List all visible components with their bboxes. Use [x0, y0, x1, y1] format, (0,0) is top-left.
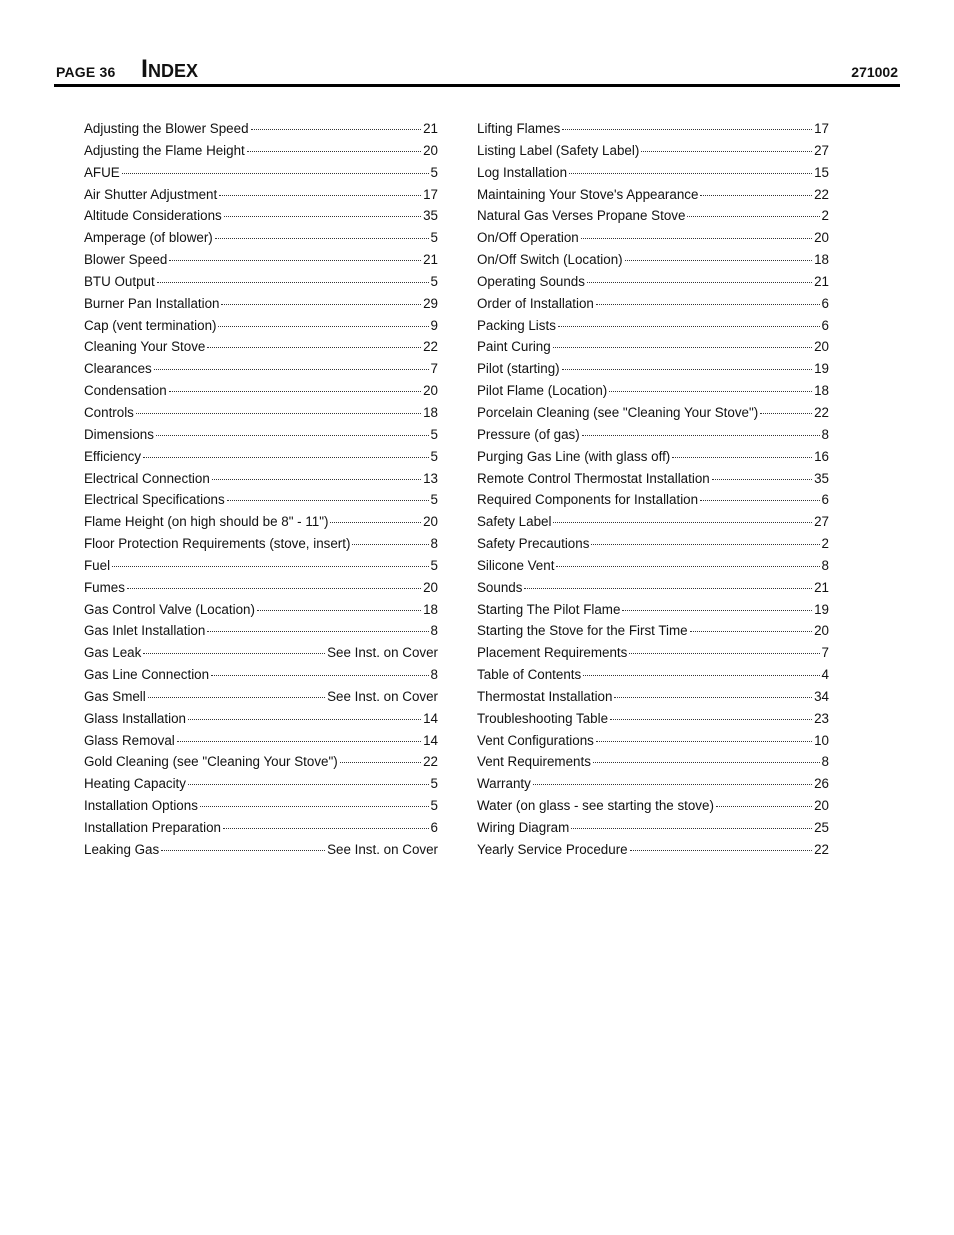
- index-entry: [84, 839, 438, 861]
- dot-leader: [215, 238, 429, 239]
- index-page-ref: See Inst. on Cover: [327, 688, 438, 704]
- dot-leader: [524, 588, 812, 589]
- dot-leader: [581, 238, 812, 239]
- dot-leader: [188, 719, 421, 720]
- index-page-ref: 6: [821, 317, 829, 333]
- index-entry: [84, 620, 438, 642]
- index-page-ref: 17: [423, 186, 438, 202]
- index-page-ref: 20: [814, 798, 829, 814]
- dot-leader: [571, 828, 812, 829]
- dot-leader: [687, 216, 819, 217]
- index-term: Fuel: [84, 557, 111, 573]
- page-title: Index: [141, 55, 198, 83]
- index-page-ref: 9: [430, 317, 438, 333]
- dot-leader: [219, 195, 421, 196]
- index-entry: [477, 402, 829, 424]
- index-page-ref: 5: [430, 426, 438, 442]
- dot-leader: [218, 326, 428, 327]
- index-term: Wiring Diagram: [477, 820, 570, 835]
- index-entry: [84, 751, 438, 773]
- index-entry: [477, 730, 829, 752]
- index-term: Required Components for Installation: [477, 492, 699, 508]
- index-entry: [477, 118, 829, 140]
- dot-leader: [227, 500, 429, 501]
- dot-leader: [591, 544, 819, 545]
- index-term: Leaking Gas: [84, 841, 160, 857]
- index-page-ref: 23: [814, 710, 829, 726]
- dot-leader: [177, 741, 421, 742]
- index-term: Operating Sounds: [477, 273, 585, 289]
- index-entry: [477, 751, 829, 773]
- index-page-ref: 5: [430, 557, 438, 573]
- index-entry: [477, 315, 829, 337]
- index-term: Natural Gas Verses Propane Stove: [477, 208, 686, 224]
- index-page-ref: 16: [814, 448, 829, 464]
- index-entry: [477, 140, 829, 162]
- index-term: Remote Control Thermostat Installation: [477, 470, 710, 486]
- index-entry: [84, 730, 438, 752]
- index-term: Gas Line Connection: [84, 667, 210, 683]
- index-page-ref: 5: [430, 798, 438, 814]
- index-term: Burner Pan Installation: [84, 295, 220, 311]
- index-page-ref: 25: [814, 820, 829, 835]
- index-entry: [84, 577, 438, 599]
- index-entry: [477, 664, 829, 686]
- index-term: Safety Label: [477, 514, 552, 530]
- index-entry: [477, 620, 829, 642]
- index-term: Altitude Considerations: [84, 208, 222, 224]
- dot-leader: [553, 522, 812, 523]
- index-term: On/Off Switch (Location): [477, 252, 623, 268]
- dot-leader: [247, 151, 421, 152]
- index-page-ref: 21: [814, 273, 829, 289]
- index-term: Gold Cleaning (see "Cleaning Your Stove"): [84, 754, 338, 770]
- index-page-ref: 8: [821, 426, 829, 442]
- index-entry: [84, 358, 438, 380]
- dot-leader: [596, 741, 812, 742]
- dot-leader: [169, 260, 421, 261]
- index-entry: [477, 424, 829, 446]
- index-page-ref: 18: [814, 252, 829, 268]
- index-page-ref: 20: [423, 579, 438, 595]
- dot-leader: [533, 784, 812, 785]
- page-header: [54, 52, 900, 87]
- index-page-ref: 8: [821, 754, 829, 770]
- index-page-ref: 13: [423, 470, 438, 486]
- index-entry: [477, 839, 829, 861]
- index-entry: [477, 555, 829, 577]
- index-page-ref: 8: [430, 623, 438, 639]
- index-term: Flame Height (on high should be 8" - 11"): [84, 514, 329, 530]
- dot-leader: [251, 129, 422, 130]
- dot-leader: [582, 435, 820, 436]
- index-entry: [477, 773, 829, 795]
- index-entry: [84, 184, 438, 206]
- index-term: Adjusting the Flame Height: [84, 142, 245, 158]
- index-page-ref: 20: [423, 142, 438, 158]
- index-entry: [84, 380, 438, 402]
- index-term: AFUE: [84, 164, 120, 180]
- index-term: Vent Requirements: [477, 754, 591, 770]
- dot-leader: [207, 347, 421, 348]
- index-term: Lifting Flames: [477, 121, 561, 136]
- index-entry: [84, 249, 438, 271]
- index-term: Water (on glass - see starting the stove): [477, 798, 714, 814]
- dot-leader: [330, 522, 421, 523]
- dot-leader: [112, 566, 428, 567]
- index-entry: [84, 773, 438, 795]
- dot-leader: [700, 195, 812, 196]
- index-entry: [477, 686, 829, 708]
- index-term: Dimensions: [84, 426, 154, 442]
- index-page-ref: 20: [423, 514, 438, 530]
- dot-leader: [629, 653, 819, 654]
- index-entry: [84, 555, 438, 577]
- index-entry: [477, 336, 829, 358]
- dot-leader: [352, 544, 428, 545]
- index-term: Amperage (of blower): [84, 230, 213, 246]
- index-entry: [477, 468, 829, 490]
- index-page-ref: 18: [423, 601, 438, 617]
- index-term: Heating Capacity: [84, 776, 186, 792]
- index-entry: [477, 577, 829, 599]
- dot-leader: [610, 719, 812, 720]
- index-term: Silicone Vent: [477, 557, 555, 573]
- dot-leader: [562, 369, 812, 370]
- index-page-ref: 5: [430, 492, 438, 508]
- index-entry: [84, 140, 438, 162]
- index-entry: [84, 795, 438, 817]
- index-page-ref: 19: [814, 601, 829, 617]
- index-page-ref: 22: [814, 404, 829, 420]
- index-entry: [84, 533, 438, 555]
- index-column-left: [84, 118, 438, 861]
- dot-leader: [156, 435, 429, 436]
- index-term: Sounds: [477, 579, 523, 595]
- index-page-ref: 20: [814, 230, 829, 246]
- index-entry: [477, 511, 829, 533]
- dot-leader: [224, 216, 421, 217]
- index-term: Yearly Service Procedure: [477, 841, 628, 857]
- dot-leader: [143, 653, 325, 654]
- dot-leader: [136, 413, 421, 414]
- index-entry: [477, 708, 829, 730]
- index-page-ref: 14: [423, 710, 438, 726]
- index-entry: [84, 315, 438, 337]
- dot-leader: [712, 479, 812, 480]
- index-entry: [84, 293, 438, 315]
- dot-leader: [157, 282, 429, 283]
- index-page-ref: 18: [423, 404, 438, 420]
- index-term: Air Shutter Adjustment: [84, 186, 218, 202]
- dot-leader: [587, 282, 812, 283]
- dot-leader: [760, 413, 812, 414]
- index-page-ref: 20: [423, 383, 438, 399]
- index-entry: [84, 511, 438, 533]
- index-page-ref: 19: [814, 361, 829, 377]
- index-term: Starting the Stove for the First Time: [477, 623, 688, 639]
- index-entry: [84, 118, 438, 140]
- index-entry: [84, 599, 438, 621]
- dot-leader: [716, 806, 812, 807]
- index-page-ref: 5: [430, 776, 438, 792]
- index-entry: [477, 184, 829, 206]
- index-page-ref: See Inst. on Cover: [327, 841, 438, 857]
- index-entry: [84, 205, 438, 227]
- index-page-ref: 6: [430, 820, 438, 835]
- index-term: Floor Protection Requirements (stove, insert): [84, 536, 351, 552]
- index-term: Gas Smell: [84, 688, 146, 704]
- index-term: Glass Removal: [84, 732, 175, 748]
- index-term: Listing Label (Safety Label): [477, 142, 640, 158]
- index-term: BTU Output: [84, 273, 155, 289]
- index-term: Porcelain Cleaning (see "Cleaning Your Stove"): [477, 404, 759, 420]
- index-entry: [84, 227, 438, 249]
- index-term: Gas Leak: [84, 645, 142, 661]
- index-entry: [84, 402, 438, 424]
- dot-leader: [340, 762, 421, 763]
- document-number: 271002: [851, 64, 898, 80]
- index-term: Pressure (of gas): [477, 426, 580, 442]
- index-page-ref: 35: [814, 470, 829, 486]
- index-term: Gas Control Valve (Location): [84, 601, 255, 617]
- index-term: Maintaining Your Stove's Appearance: [477, 186, 699, 202]
- index-entry: [84, 336, 438, 358]
- index-term: Controls: [84, 404, 134, 420]
- index-term: Installation Preparation: [84, 820, 221, 835]
- index-term: Paint Curing: [477, 339, 551, 355]
- index-term: Cleaning Your Stove: [84, 339, 206, 355]
- dot-leader: [583, 675, 819, 676]
- index-page-ref: 27: [814, 514, 829, 530]
- index-term: Vent Configurations: [477, 732, 594, 748]
- dot-leader: [143, 457, 428, 458]
- index-term: On/Off Operation: [477, 230, 579, 246]
- dot-leader: [211, 675, 428, 676]
- index-page-ref: 21: [814, 579, 829, 595]
- dot-leader: [622, 610, 812, 611]
- index-entry: [84, 642, 438, 664]
- dot-leader: [127, 588, 421, 589]
- index-page-ref: 8: [430, 667, 438, 683]
- index-term: Packing Lists: [477, 317, 556, 333]
- index-term: Gas Inlet Installation: [84, 623, 206, 639]
- index-term: Log Installation: [477, 164, 568, 180]
- dot-leader: [148, 697, 325, 698]
- index-page-ref: 34: [814, 688, 829, 704]
- index-entry: [477, 599, 829, 621]
- index-page-ref: 10: [814, 732, 829, 748]
- index-term: Electrical Specifications: [84, 492, 225, 508]
- dot-leader: [200, 806, 429, 807]
- index-entry: [477, 358, 829, 380]
- dot-leader: [223, 828, 429, 829]
- index-term: Clearances: [84, 361, 152, 377]
- index-entry: [477, 162, 829, 184]
- page-number-label: PAGE 36: [56, 64, 116, 80]
- index-term: Installation Options: [84, 798, 198, 814]
- dot-leader: [593, 762, 820, 763]
- index-term: Purging Gas Line (with glass off): [477, 448, 671, 464]
- index-page-ref: 2: [821, 208, 829, 224]
- index-term: Pilot (starting): [477, 361, 560, 377]
- index-entry: [84, 708, 438, 730]
- dot-leader: [188, 784, 429, 785]
- index-term: Thermostat Installation: [477, 688, 613, 704]
- index-entry: [477, 795, 829, 817]
- index-page-ref: 14: [423, 732, 438, 748]
- index-entry: [84, 162, 438, 184]
- index-page-ref: 5: [430, 448, 438, 464]
- index-entry: [477, 227, 829, 249]
- index-entry: [477, 489, 829, 511]
- index-term: Electrical Connection: [84, 470, 210, 486]
- dot-leader: [690, 631, 812, 632]
- index-page-ref: 26: [814, 776, 829, 792]
- index-page-ref: See Inst. on Cover: [327, 645, 438, 661]
- dot-leader: [562, 129, 812, 130]
- index-page-ref: 18: [814, 383, 829, 399]
- index-page-ref: 4: [821, 667, 829, 683]
- index-term: Fumes: [84, 579, 125, 595]
- index-term: Efficiency: [84, 448, 142, 464]
- dot-leader: [569, 173, 812, 174]
- index-term: Glass Installation: [84, 710, 186, 726]
- index-term: Pilot Flame (Location): [477, 383, 608, 399]
- index-entry: [477, 271, 829, 293]
- index-entry: [477, 642, 829, 664]
- index-page-ref: 22: [423, 754, 438, 770]
- index-page-ref: 6: [821, 492, 829, 508]
- index-page-ref: 6: [821, 295, 829, 311]
- index-entry: [477, 446, 829, 468]
- index-column-right: [477, 118, 829, 861]
- dot-leader: [257, 610, 421, 611]
- index-entry: [477, 533, 829, 555]
- dot-leader: [556, 566, 819, 567]
- index-page-ref: 7: [821, 645, 829, 661]
- index-page-ref: 5: [430, 230, 438, 246]
- dot-leader: [122, 173, 429, 174]
- index-term: Cap (vent termination): [84, 317, 217, 333]
- index-term: Table of Contents: [477, 667, 582, 683]
- index-entry: [84, 424, 438, 446]
- index-page-ref: 5: [430, 164, 438, 180]
- index-term: Warranty: [477, 776, 531, 792]
- dot-leader: [609, 391, 812, 392]
- index-entry: [84, 489, 438, 511]
- dot-leader: [700, 500, 819, 501]
- index-term: Safety Precautions: [477, 536, 590, 552]
- dot-leader: [221, 304, 421, 305]
- index-term: Order of Installation: [477, 295, 594, 311]
- index-page-ref: 20: [814, 623, 829, 639]
- index-page-ref: 27: [814, 142, 829, 158]
- index-term: Blower Speed: [84, 252, 168, 268]
- index-term: Adjusting the Blower Speed: [84, 121, 249, 136]
- index-term: Troubleshooting Table: [477, 710, 609, 726]
- dot-leader: [154, 369, 429, 370]
- dot-leader: [169, 391, 421, 392]
- index-page-ref: 22: [423, 339, 438, 355]
- index-page-ref: 7: [430, 361, 438, 377]
- index-page-ref: 15: [814, 164, 829, 180]
- index-page-ref: 2: [821, 536, 829, 552]
- dot-leader: [553, 347, 812, 348]
- index-entry: [477, 293, 829, 315]
- dot-leader: [672, 457, 812, 458]
- index-page-ref: 22: [814, 186, 829, 202]
- index-page-ref: 22: [814, 841, 829, 857]
- index-term: Placement Requirements: [477, 645, 628, 661]
- index-page-ref: 35: [423, 208, 438, 224]
- index-term: Starting The Pilot Flame: [477, 601, 621, 617]
- index-page-ref: 8: [430, 536, 438, 552]
- dot-leader: [625, 260, 812, 261]
- index-entry: [84, 664, 438, 686]
- index-page-ref: 21: [423, 252, 438, 268]
- dot-leader: [596, 304, 820, 305]
- index-page-ref: 17: [814, 121, 829, 136]
- dot-leader: [207, 631, 428, 632]
- index-page-ref: 29: [423, 295, 438, 311]
- dot-leader: [558, 326, 820, 327]
- index-entry: [84, 271, 438, 293]
- dot-leader: [630, 850, 812, 851]
- dot-leader: [212, 479, 421, 480]
- index-entry: [477, 205, 829, 227]
- index-entry: [84, 686, 438, 708]
- dot-leader: [641, 151, 812, 152]
- index-entry: [477, 380, 829, 402]
- index-entry: [477, 817, 829, 839]
- dot-leader: [161, 850, 325, 851]
- index-entry: [84, 468, 438, 490]
- index-page-ref: 8: [821, 557, 829, 573]
- index-page-ref: 21: [423, 121, 438, 136]
- index-page-ref: 20: [814, 339, 829, 355]
- index-entry: [84, 817, 438, 839]
- index-term: Condensation: [84, 383, 167, 399]
- index-entry: [477, 249, 829, 271]
- index-entry: [84, 446, 438, 468]
- dot-leader: [614, 697, 812, 698]
- index-page-ref: 5: [430, 273, 438, 289]
